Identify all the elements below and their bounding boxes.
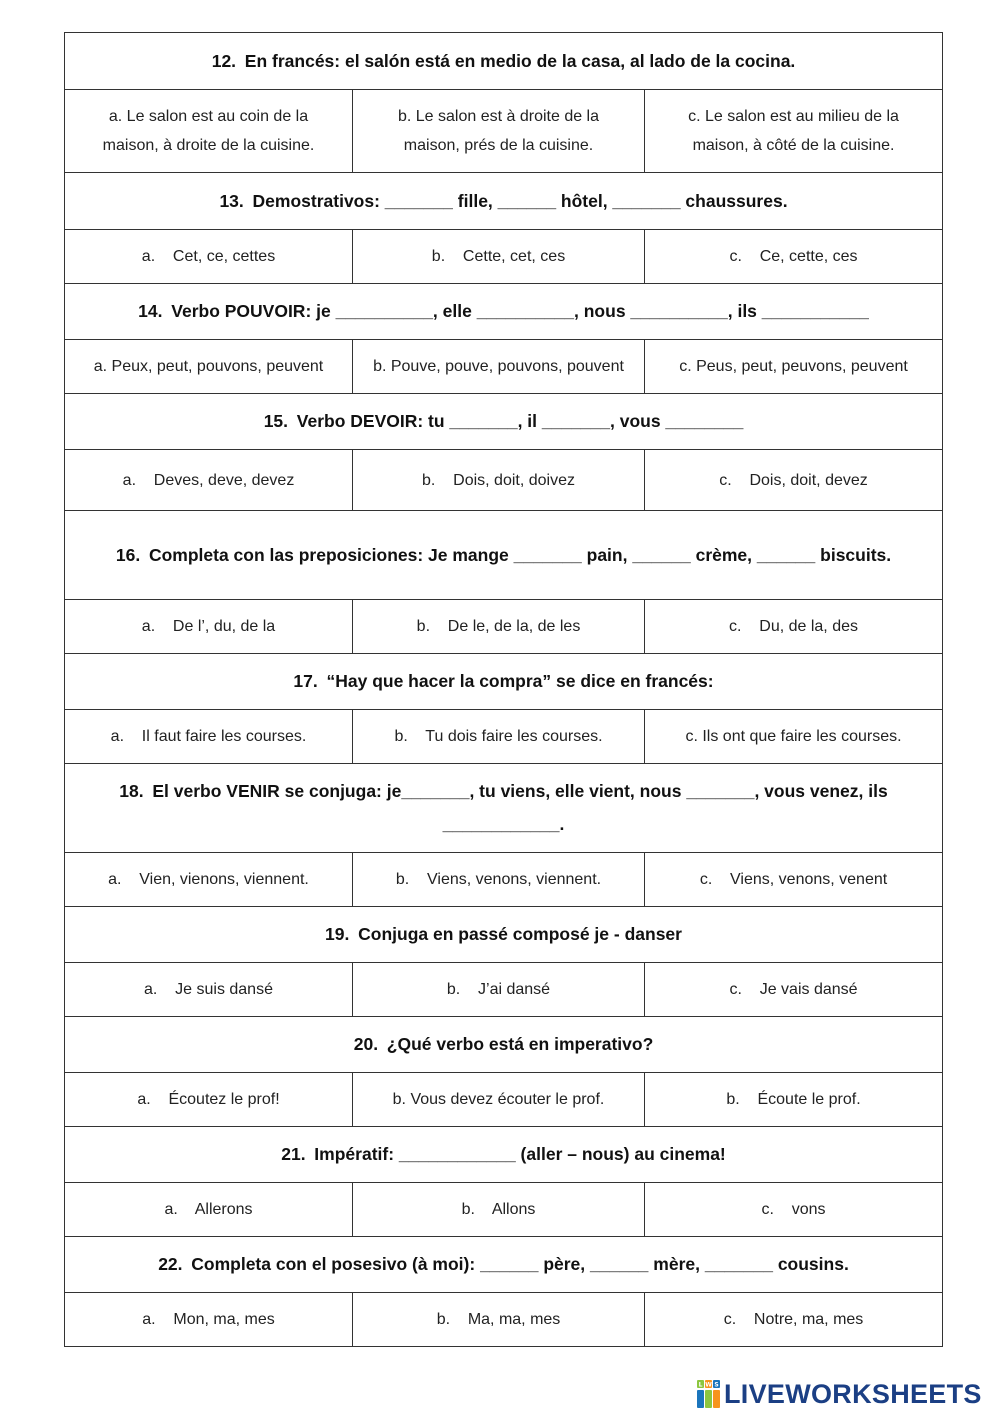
question-text: 22. Completa con el posesivo (à moi): ______ père, ______ mère, _______ cousins. xyxy=(65,1237,943,1293)
option-b[interactable]: b. Allons xyxy=(353,1183,645,1237)
question-text: 19. Conjuga en passé composé je - danser xyxy=(65,907,943,963)
question-text: 15. Verbo DEVOIR: tu _______, il _______, vous ________ xyxy=(65,394,943,450)
question-text: 21. Impératif: ____________ (aller – nous) au cinema! xyxy=(65,1127,943,1183)
option-c[interactable]: c. vons xyxy=(645,1183,943,1237)
liveworksheets-brand-text: LIVEWORKSHEETS xyxy=(724,1379,982,1409)
option-b[interactable]: b. Cette, cet, ces xyxy=(353,230,645,284)
option-a[interactable]: a. Il faut faire les courses. xyxy=(65,710,353,764)
question-row xyxy=(65,511,943,600)
option-b[interactable]: b. Dois, doit, doivez xyxy=(353,450,645,511)
question-row xyxy=(65,654,943,710)
options-row xyxy=(65,600,943,654)
option-b[interactable]: b. J’ai dansé xyxy=(353,963,645,1017)
option-c[interactable]: c. Dois, doit, devez xyxy=(645,450,943,511)
options-row xyxy=(65,90,943,173)
question-row xyxy=(65,33,943,90)
liveworksheets-logo[interactable] xyxy=(697,1378,982,1410)
liveworksheets-logo-icon xyxy=(697,1380,721,1408)
question-text: 12. En francés: el salón está en medio de la casa, al lado de la cocina. xyxy=(65,33,943,90)
option-b[interactable]: b. Le salon est à droite de la maison, prés de la cuisine. xyxy=(353,90,645,173)
option-a[interactable]: a. Je suis dansé xyxy=(65,963,353,1017)
option-a[interactable]: a. Vien, vienons, viennent. xyxy=(65,853,353,907)
question-row xyxy=(65,1127,943,1183)
question-row xyxy=(65,1017,943,1073)
question-row xyxy=(65,907,943,963)
option-a[interactable]: a. Deves, deve, devez xyxy=(65,450,353,511)
question-text: 13. Demostrativos: _______ fille, ______ hôtel, _______ chaussures. xyxy=(65,173,943,230)
option-a[interactable]: a. Le salon est au coin de la maison, à droite de la cuisine. xyxy=(65,90,353,173)
options-row xyxy=(65,963,943,1017)
question-text: 16. Completa con las preposiciones: Je mange _______ pain, ______ crème, ______ biscuits. xyxy=(65,511,943,600)
option-b[interactable]: b. Ma, ma, mes xyxy=(353,1293,645,1347)
option-b[interactable]: b. Viens, venons, viennent. xyxy=(353,853,645,907)
option-c[interactable]: c. Je vais dansé xyxy=(645,963,943,1017)
options-row xyxy=(65,340,943,394)
option-c[interactable]: c. Viens, venons, venent xyxy=(645,853,943,907)
question-row xyxy=(65,173,943,230)
options-row xyxy=(65,1183,943,1237)
option-b[interactable]: b. Vous devez écouter le prof. xyxy=(353,1073,645,1127)
option-c[interactable]: c. Ils ont que faire les courses. xyxy=(645,710,943,764)
question-text: 17. “Hay que hacer la compra” se dice en francés: xyxy=(65,654,943,710)
option-a[interactable]: a. Écoutez le prof! xyxy=(65,1073,353,1127)
question-row xyxy=(65,394,943,450)
option-c[interactable]: c. Le salon est au milieu de la maison, à côté de la cuisine. xyxy=(645,90,943,173)
logo-mark-letter-l: L xyxy=(698,1381,703,1389)
option-a[interactable]: a. Mon, ma, mes xyxy=(65,1293,353,1347)
option-c[interactable]: b. Écoute le prof. xyxy=(645,1073,943,1127)
option-c[interactable]: c. Ce, cette, ces xyxy=(645,230,943,284)
question-row xyxy=(65,764,943,853)
options-row xyxy=(65,710,943,764)
option-c[interactable]: c. Notre, ma, mes xyxy=(645,1293,943,1347)
option-b[interactable]: b. De le, de la, de les xyxy=(353,600,645,654)
question-row xyxy=(65,1237,943,1293)
question-text: 14. Verbo POUVOIR: je __________, elle __________, nous __________, ils ___________ xyxy=(65,284,943,340)
options-row xyxy=(65,853,943,907)
options-row xyxy=(65,1293,943,1347)
question-text: 20. ¿Qué verbo está en imperativo? xyxy=(65,1017,943,1073)
options-row xyxy=(65,230,943,284)
question-row xyxy=(65,284,943,340)
option-a[interactable]: a. Cet, ce, cettes xyxy=(65,230,353,284)
option-c[interactable]: c. Peus, peut, peuvons, peuvent xyxy=(645,340,943,394)
question-text: 18. El verbo VENIR se conjuga: je_______, tu viens, elle vient, nous _______, vous venez, ils ____________. xyxy=(65,764,943,853)
quiz-table xyxy=(64,32,943,1347)
logo-mark-letter-w: W xyxy=(705,1381,712,1389)
option-a[interactable]: a. Peux, peut, pouvons, peuvent xyxy=(65,340,353,394)
option-a[interactable]: a. Allerons xyxy=(65,1183,353,1237)
options-row xyxy=(65,1073,943,1127)
option-c[interactable]: c. Du, de la, des xyxy=(645,600,943,654)
option-b[interactable]: b. Tu dois faire les courses. xyxy=(353,710,645,764)
option-b[interactable]: b. Pouve, pouve, pouvons, pouvent xyxy=(353,340,645,394)
logo-mark-letter-s: S xyxy=(714,1381,719,1389)
options-row xyxy=(65,450,943,511)
option-a[interactable]: a. De l’, du, de la xyxy=(65,600,353,654)
